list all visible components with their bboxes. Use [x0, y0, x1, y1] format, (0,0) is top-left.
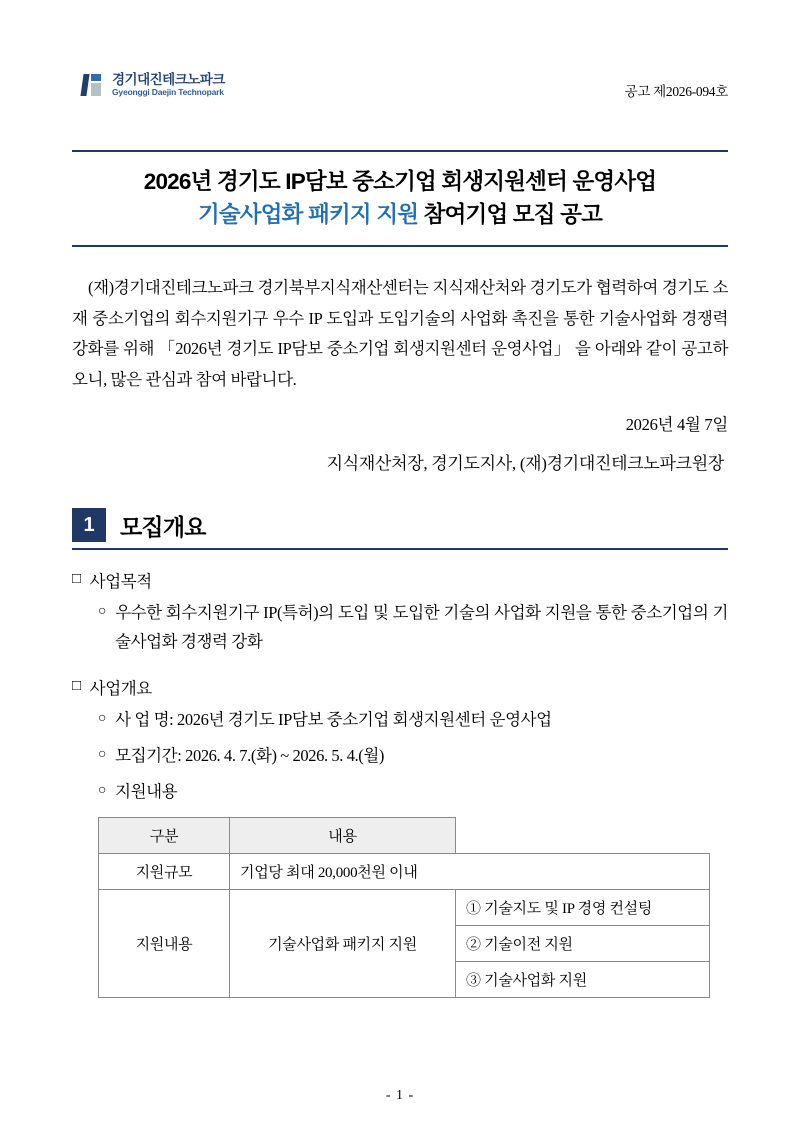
- square-bullet-icon: □: [72, 678, 81, 695]
- purpose-block: [72, 568, 728, 657]
- overview-heading-row: [72, 675, 728, 699]
- document-title-block: [72, 150, 728, 247]
- row-value-support-scale: 기업당 최대 20,000천원 이내: [230, 853, 710, 889]
- logo-english-name: Gyeonggi Daejin Technopark: [112, 86, 224, 97]
- table-row: [99, 889, 710, 925]
- title-line-2-rest: 참여기업 모집 공고: [418, 201, 603, 227]
- table-header-row: [99, 817, 710, 853]
- square-bullet-icon: □: [72, 571, 81, 588]
- row-label-support-content: 지원내용: [99, 889, 230, 997]
- organization-logo: [72, 72, 225, 98]
- logo-text: [112, 73, 225, 96]
- purpose-item-row: [98, 599, 728, 657]
- title-line-1: 2026년 경기도 IP담보 중소기업 회생지원센터 운영사업: [143, 169, 657, 194]
- purpose-item-text: 우수한 회수지원기구 IP(특허)의 도입 및 도입한 기술의 사업화 지원을 통한 중소기업의 기술사업화 경쟁력 강화: [115, 603, 728, 652]
- purpose-heading: 사업목적: [89, 572, 152, 592]
- overview-block: [72, 675, 728, 998]
- table-row: [99, 853, 710, 889]
- page-footer: - 1 -: [385, 1088, 415, 1103]
- section-title: 모집개요: [120, 513, 206, 540]
- document-header: [72, 72, 728, 128]
- logo-korean-name: 경기대진테크노파크: [112, 72, 225, 88]
- support-detail-item: ② 기술이전 지원: [456, 925, 710, 961]
- table-header-cell-content: 내용: [230, 817, 456, 853]
- title-accent-text: 기술사업화 패키지 지원: [197, 201, 419, 227]
- section-1-header: [72, 508, 728, 550]
- table-header-cell-category: 구분: [99, 817, 230, 853]
- support-detail-item: ③ 기술사업화 지원: [456, 961, 710, 997]
- circle-bullet-icon: ○: [98, 604, 107, 620]
- support-details-table: [98, 817, 710, 998]
- circle-bullet-icon: ○: [98, 782, 107, 798]
- support-detail-item: ① 기술지도 및 IP 경영 컨설팅: [456, 889, 710, 925]
- row-value-support-package: 기술사업화 패키지 지원: [230, 889, 456, 997]
- overview-item-row: [98, 778, 728, 807]
- section-number-badge: 1: [72, 508, 106, 542]
- title-line-2: [72, 199, 728, 232]
- circle-bullet-icon: ○: [98, 711, 107, 727]
- overview-item-text: 모집기간: 2026. 4. 7.(화) ~ 2026. 5. 4.(월): [115, 745, 385, 765]
- signatories: 지식재산처장, 경기도지사, (재)경기대진테크노파크원장: [326, 454, 724, 474]
- circle-bullet-icon: ○: [98, 746, 107, 762]
- technopark-logo-icon: [80, 72, 106, 98]
- overview-item-text: 지원내용: [115, 781, 178, 801]
- announcement-date: 2026년 4월 7일: [625, 415, 728, 435]
- intro-paragraph: (재)경기대진테크노파크 경기북부지식재산센터는 지식재산처와 경기도가 협력하여 경기도 소재 중소기업의 회수지원기구 우수 IP 도입과 도입기술의 사업화 촉진을 통한 기술사업화 경쟁력 강화를 위해 「2026년 경기도 IP담보 중소기업 회생지원센터 운영사업」 을 아래와 같이 공고하오니, 많은 관심과 참여 바랍니다.: [72, 278, 728, 389]
- overview-item-row: [98, 706, 728, 735]
- row-label-support-scale: 지원규모: [99, 853, 230, 889]
- overview-heading: 사업개요: [89, 679, 152, 699]
- purpose-heading-row: [72, 568, 728, 592]
- overview-item-text: 사 업 명: 2026년 경기도 IP담보 중소기업 회생지원센터 운영사업: [115, 710, 552, 730]
- overview-item-row: [98, 742, 728, 771]
- notice-number: 공고 제2026-094호: [624, 84, 728, 99]
